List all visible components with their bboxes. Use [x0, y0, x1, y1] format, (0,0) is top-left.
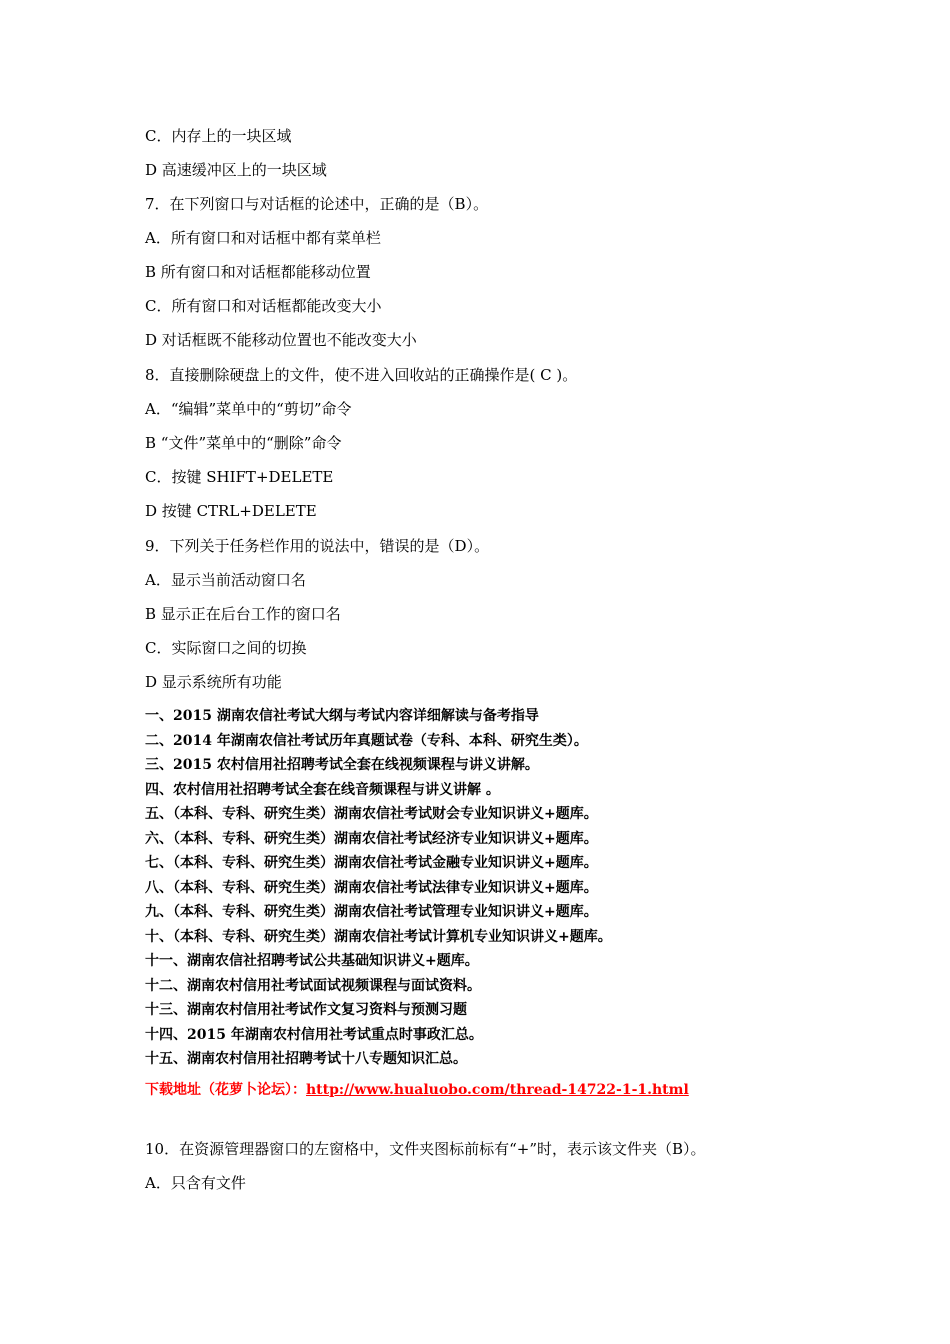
- q8-option-b: B “文件”菜单中的“删除”命令: [145, 434, 342, 452]
- promo-item: 十五、湖南农村信用社招聘考试十八专题知识汇总。: [145, 1051, 467, 1067]
- promo-item: 一、2015 湖南农信社考试大纲与考试内容详细解读与备考指导: [145, 708, 539, 724]
- q7-option-a: A．所有窗口和对话框中都有菜单栏: [145, 229, 381, 247]
- q10-option-a: A．只含有文件: [145, 1174, 246, 1192]
- promo-item: 十二、湖南农村信用社考试面试视频课程与面试资料。: [145, 978, 481, 994]
- q7-stem: 7．在下列窗口与对话框的论述中，正确的是（B）。: [145, 195, 489, 213]
- q7-option-b: B 所有窗口和对话框都能移动位置: [145, 263, 371, 281]
- promo-item: 九、（本科、专科、研究生类）湖南农信社考试管理专业知识讲义+题库。: [145, 904, 598, 920]
- promo-item: 六、（本科、专科、研究生类）湖南农信社考试经济专业知识讲义+题库。: [145, 831, 598, 847]
- q7-option-d: D 对话框既不能移动位置也不能改变大小: [145, 331, 417, 349]
- promo-item: 十四、2015 年湖南农村信用社考试重点时事政汇总。: [145, 1027, 483, 1043]
- q6-option-c: C．内存上的一块区域: [145, 127, 292, 145]
- q7-option-c: C．所有窗口和对话框都能改变大小: [145, 297, 382, 315]
- promo-item: 五、（本科、专科、研究生类）湖南农信社考试财会专业知识讲义+题库。: [145, 806, 598, 822]
- promo-item: 十一、湖南农信社招聘考试公共基础知识讲义+题库。: [145, 953, 479, 969]
- q9-stem: 9．下列关于任务栏作用的说法中，错误的是（D）。: [145, 537, 490, 555]
- q8-stem: 8．直接删除硬盘上的文件，使不进入回收站的正确操作是( C )。: [145, 366, 578, 384]
- promo-item: 十、（本科、专科、研究生类）湖南农信社考试计算机专业知识讲义+题库。: [145, 929, 612, 945]
- q9-option-d: D 显示系统所有功能: [145, 673, 282, 691]
- q9-option-b: B 显示正在后台工作的窗口名: [145, 605, 341, 623]
- download-label: 下载地址（花萝卜论坛）：: [145, 1082, 306, 1098]
- q8-option-d: D 按键 CTRL+DELETE: [145, 502, 317, 520]
- promo-item: 十三、湖南农村信用社考试作文复习资料与预测习题: [145, 1002, 467, 1018]
- q10-stem: 10．在资源管理器窗口的左窗格中，文件夹图标前标有“+”时，表示该文件夹（B）。: [145, 1140, 706, 1158]
- q9-option-c: C．实际窗口之间的切换: [145, 639, 307, 657]
- download-line: [145, 1080, 689, 1100]
- q8-option-c: C．按键 SHIFT+DELETE: [145, 468, 334, 486]
- download-link[interactable]: http://www.hualuobo.com/thread-14722-1-1.html: [306, 1082, 689, 1098]
- promo-item: 二、2014 年湖南农信社考试历年真题试卷（专科、本科、研究生类）。: [145, 733, 588, 749]
- promo-item: 七、（本科、专科、研究生类）湖南农信社考试金融专业知识讲义+题库。: [145, 855, 598, 871]
- q8-option-a: A．“编辑”菜单中的“剪切”命令: [145, 400, 352, 418]
- promo-item: 三、2015 农村信用社招聘考试全套在线视频课程与讲义讲解。: [145, 757, 539, 773]
- promo-item: 八、（本科、专科、研究生类）湖南农信社考试法律专业知识讲义+题库。: [145, 880, 598, 896]
- q6-option-d: D 高速缓冲区上的一块区域: [145, 161, 327, 179]
- promo-item: 四、农村信用社招聘考试全套在线音频课程与讲义讲解 。: [145, 782, 500, 798]
- q9-option-a: A．显示当前活动窗口名: [145, 571, 306, 589]
